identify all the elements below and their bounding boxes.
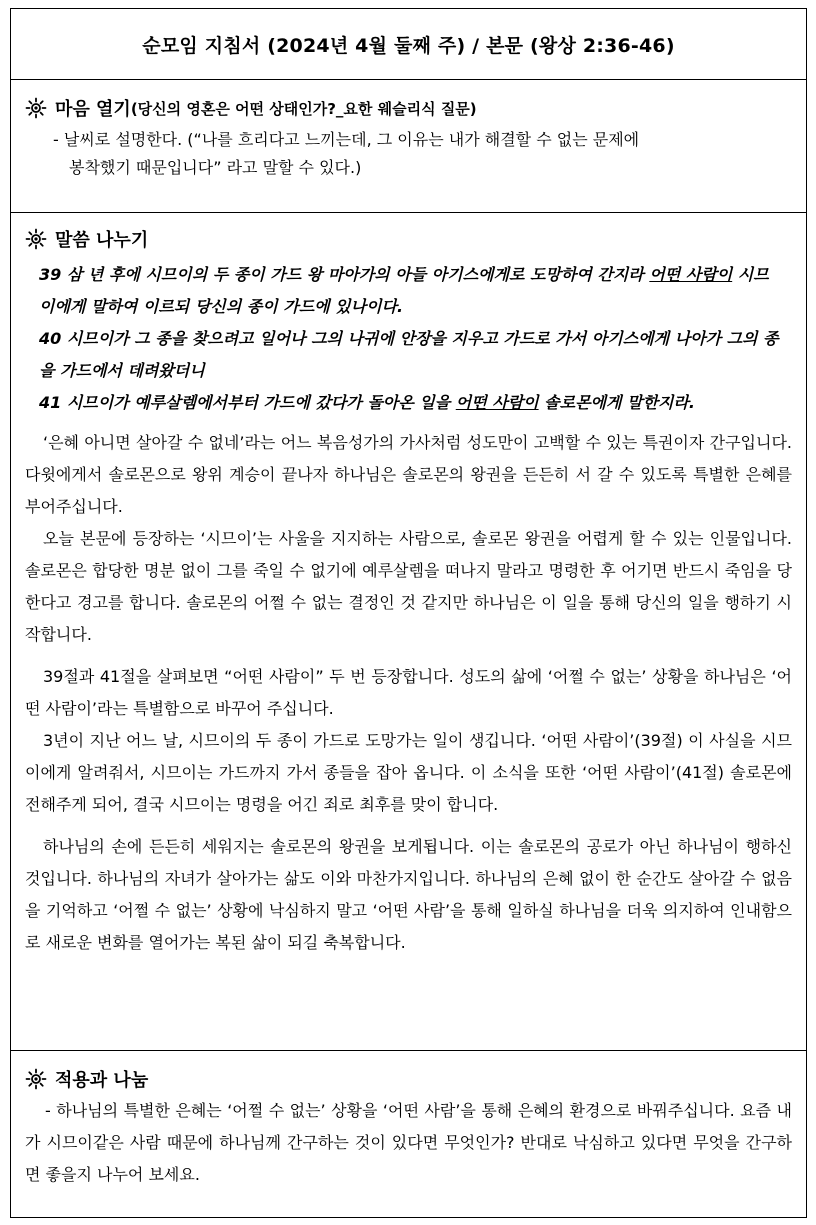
- paragraph-5: 하나님의 손에 든든히 세워지는 솔로몬의 왕권을 보게됩니다. 이는 솔로몬의 공로가 아닌 하나님이 행하신 것입니다. 하나님의 자녀가 살아가는 삶도 이와 마찬가지입니다. 하나님의 은혜 없이 한 순간도 살아갈 수 없음을 기억하고 ‘어쩔 수 없는’ 상황에 낙심하지 말고 ‘어떤 사람’을 통해 일하실 하나님을 더욱 의지하여 인내함으로 새로운 변화를 열어가는 복된 삶이 되길 축복합니다.: [25, 837, 792, 952]
- verse-39: [39, 259, 782, 323]
- verse-41-text-b: 솔로몬에게 말한지라.: [538, 393, 695, 412]
- scripture-passage: [25, 259, 792, 419]
- opening-desc-line1: - 날씨로 설명한다. (“나를 흐리다고 느끼는데, 그 이유는 내가 해결할 수 없는 문제에: [53, 130, 640, 149]
- paragraph-4: 3년이 지난 어느 날, 시므이의 두 종이 가드로 도망가는 일이 생깁니다. ‘어떤 사람이’(39절) 이 사실을 시므이에게 알려줘서, 시므이는 가드까지 가서 종들을 잡아 옵니다. 이 소식을 또한 ‘어떤 사람이’(41절) 솔로몬에 전해주게 되어, 결국 시므이는 명령을 어긴 죄로 최후를 맞이 합니다.: [25, 731, 792, 814]
- word-heading: [25, 225, 792, 253]
- apply-text: - 하나님의 특별한 은혜는 ‘어쩔 수 없는’ 상황을 ‘어떤 사람’을 통해 은혜의 환경으로 바꿔주십니다. 요즘 내가 시므이같은 사람 때문에 하나님께 간구하는 것이 있다면 무엇인가? 반대로 낙심하고 있다면 무엇을 간구하면 좋을지 나누어 보세요.: [25, 1101, 792, 1184]
- apply-heading-label: 적용과 나눔: [55, 1070, 149, 1091]
- verse-39-text-b: 시므이에게 말하여 이르되 당신의 종이 가드에 있나이다.: [39, 265, 769, 316]
- paragraph-3: 39절과 41절을 살펴보면 “어떤 사람이” 두 번 등장합니다. 성도의 삶에 ‘어쩔 수 없는’ 상황을 하나님은 ‘어떤 사람이’라는 특별함으로 바꾸어 주십니다.: [25, 667, 792, 718]
- sun-icon: [25, 97, 47, 119]
- title-section: [11, 9, 806, 80]
- verse-39-text-a: 39 삼 년 후에 시므이의 두 종이 가드 왕 마아가의 아들 아기스에게로 도망하여 간지라: [39, 265, 650, 284]
- paragraph-1: ‘은혜 아니면 살아갈 수 없네’라는 어느 복음성가의 가사처럼 성도만이 고백할 수 있는 특권이자 간구입니다. 다윗에게서 솔로몬으로 왕위 계승이 끝나자 하나님은 솔로몬의 왕권을 든든히 서 갈 수 있도록 특별한 은혜를 부어주십니다.: [25, 433, 792, 516]
- opening-desc-line2: 봉착했기 때문입니다” 라고 말할 수 있다.): [69, 158, 362, 177]
- paragraph-2: 오늘 본문에 등장하는 ‘시므이’는 사울을 지지하는 사람으로, 솔로몬 왕권을 어렵게 할 수 있는 인물입니다. 솔로몬은 합당한 명분 없이 그를 죽일 수 없기에 예루살렘을 떠나지 말라고 명령한 후 어기면 반드시 죽임을 당한다고 경고를 합니다. 솔로몬의 어쩔 수 없는 결정인 것 같지만 하나님은 이 일을 통해 당신의 일을 행하기 시작합니다.: [25, 529, 792, 644]
- word-heading-label: 말씀 나누기: [55, 230, 149, 251]
- page-title: 순모임 지침서 (2024년 4월 둘째 주) / 본문 (왕상 2:36-46): [142, 34, 675, 57]
- opening-heading: [25, 94, 792, 122]
- sun-icon: [25, 228, 47, 250]
- verse-41-underline: 어떤 사람이: [455, 393, 539, 412]
- guide-document: [10, 8, 807, 1218]
- sun-icon: [25, 1068, 47, 1090]
- word-section: [11, 213, 806, 1051]
- verse-41-text-a: 41 시므이가 예루살렘에서부터 가드에 갔다가 돌아온 일을: [39, 393, 456, 412]
- opening-subheading: (당신의 영혼은 어떤 상태인가?_요한 웨슬리식 질문): [130, 99, 477, 118]
- verse-41: [39, 387, 782, 419]
- apply-section: [11, 1051, 806, 1217]
- opening-heading-label: 마음 열기: [55, 99, 131, 120]
- apply-heading: [25, 1065, 792, 1093]
- verse-39-underline: 어떤 사람이: [649, 265, 733, 284]
- verse-40: 40 시므이가 그 종을 찾으려고 일어나 그의 나귀에 안장을 지우고 가드로 가서 아기스에게 나아가 그의 종을 가드에서 데려왔더니: [39, 329, 779, 380]
- opening-section: [11, 80, 806, 213]
